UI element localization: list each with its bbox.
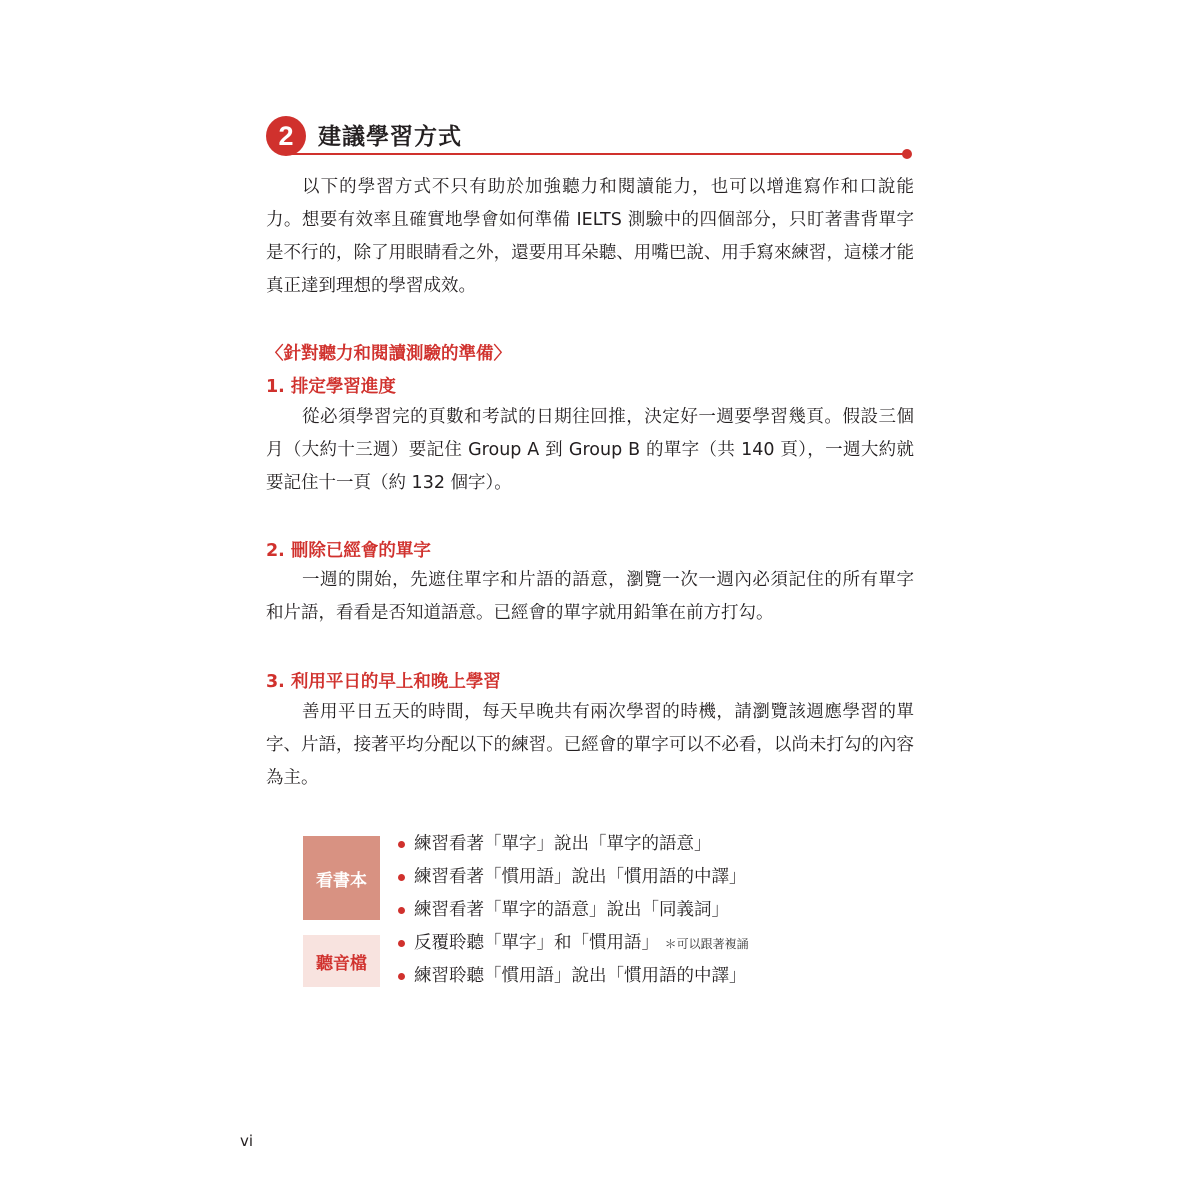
practice-item-3: 練習看著「單字的語意」說出「同義詞」 xyxy=(414,900,729,920)
section-number-badge: 2 xyxy=(266,116,306,156)
subsection-title: 〈針對聽力和閱讀測驗的準備〉 xyxy=(266,344,511,364)
step-3-heading: 3. 利用平日的早上和晚上學習 xyxy=(266,672,501,692)
list-item xyxy=(398,960,749,993)
book-tag: 看書本 xyxy=(303,836,380,920)
list-item xyxy=(398,894,749,927)
section-header xyxy=(266,114,914,160)
step-3-body: 善用平日五天的時間，每天早晚共有兩次學習的時機，請瀏覽該週應學習的單字、片語，接著平均分配以下的練習。已經會的單字可以不必看，以尚未打勾的內容為主。 xyxy=(266,702,914,788)
step-2-heading: 2. 刪除已經會的單字 xyxy=(266,541,431,561)
page-number: vi xyxy=(240,1132,254,1150)
step-2-body: 一週的開始，先遮住單字和片語的語意，瀏覽一次一週內必須記住的所有單字和片語，看看是否知道語意。已經會的單字就用鉛筆在前方打勾。 xyxy=(266,570,914,623)
practice-list xyxy=(398,828,749,993)
section-divider xyxy=(286,153,906,155)
step-1-heading: 1. 排定學習進度 xyxy=(266,377,396,397)
list-item xyxy=(398,927,749,960)
repeat-note: ＊可以跟著複誦 xyxy=(664,937,749,951)
divider-dot xyxy=(902,149,912,159)
step-1-body: 從必須學習完的頁數和考試的日期往回推，決定好一週要學習幾頁。假設三個月（大約十三週）要記住 Group A 到 Group B 的單字（共 140 頁），一週大約就要記住十一頁（約 132 個字）。 xyxy=(266,407,914,493)
practice-item-1: 練習看著「單字」說出「單字的語意」 xyxy=(414,834,712,854)
practice-item-4: 反覆聆聽「單字」和「慣用語」 xyxy=(414,933,659,953)
practice-item-2: 練習看著「慣用語」說出「慣用語的中譯」 xyxy=(414,867,747,887)
section-title: 建議學習方式 xyxy=(318,124,462,150)
audio-tag: 聽音檔 xyxy=(303,935,380,987)
list-item xyxy=(398,861,749,894)
practice-item-5: 練習聆聽「慣用語」說出「慣用語的中譯」 xyxy=(414,966,747,986)
list-item xyxy=(398,828,749,861)
intro-paragraph: 以下的學習方式不只有助於加強聽力和閱讀能力，也可以增進寫作和口說能力。想要有效率且確實地學會如何準備 IELTS 測驗中的四個部分，只盯著書背單字是不行的，除了用眼睛看之外，還要用耳朵聽、用嘴巴說、用手寫來練習，這樣才能真正達到理想的學習成效。 xyxy=(266,177,914,296)
